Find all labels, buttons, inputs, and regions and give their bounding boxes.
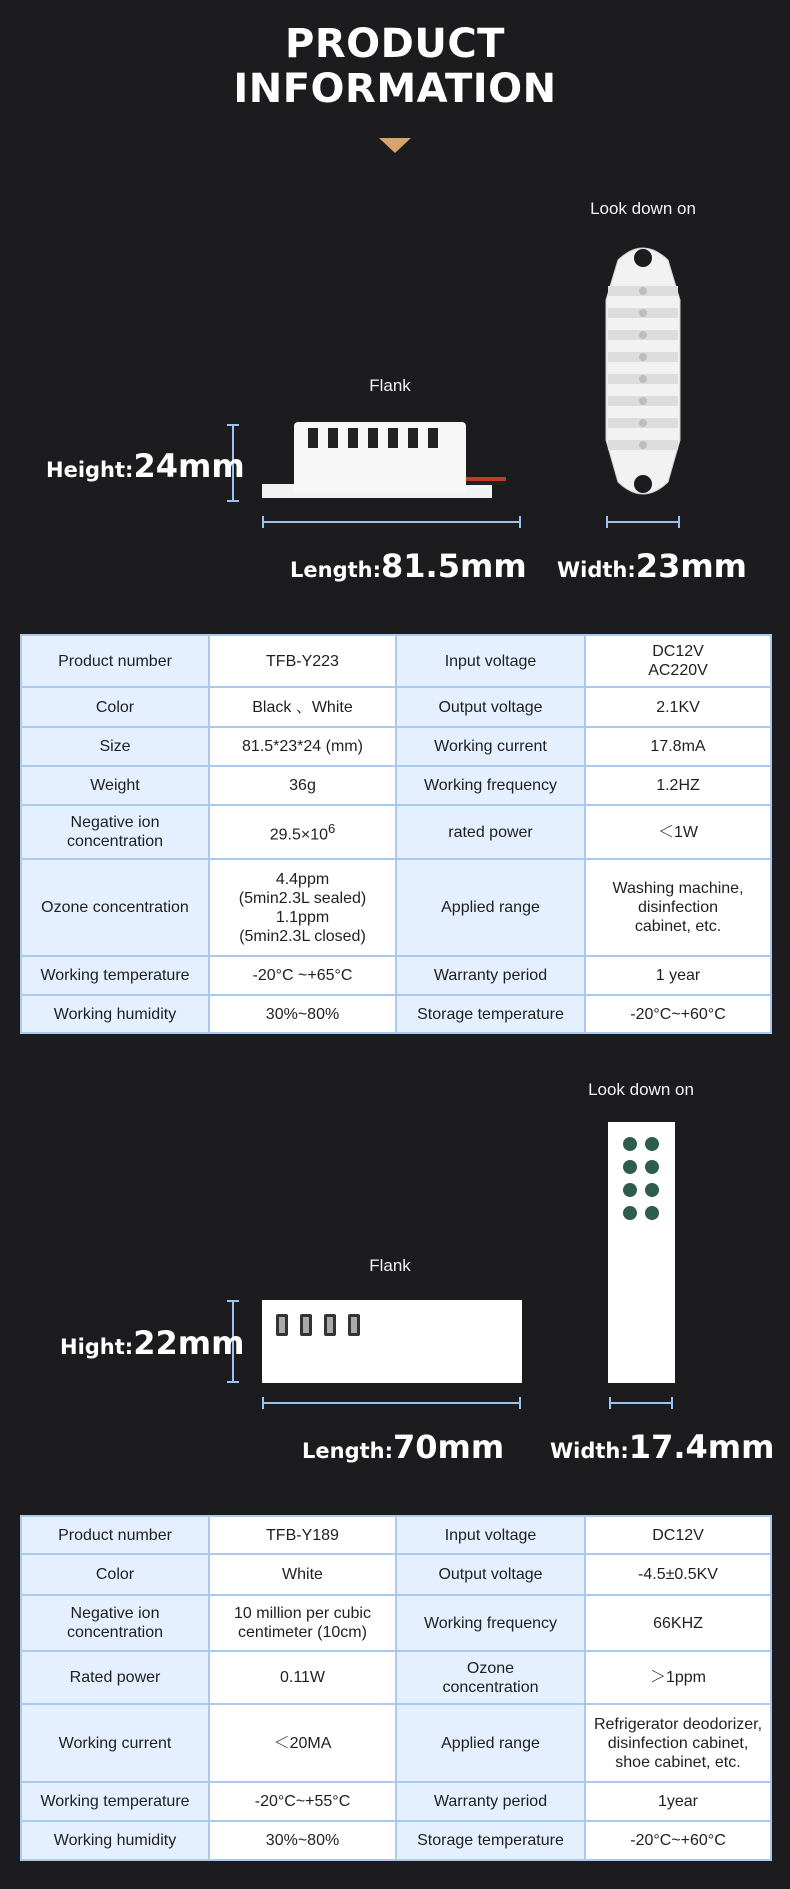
spec-key: Output voltage — [396, 1554, 585, 1595]
title-line-1: PRODUCT — [285, 21, 505, 67]
page-title — [0, 22, 790, 112]
table-row — [21, 1782, 771, 1821]
p1-side-view-image — [262, 422, 522, 500]
spec-value: -4.5±0.5KV — [585, 1554, 771, 1595]
spec-key: Input voltage — [396, 1516, 585, 1554]
spec-value: TFB-Y223 — [209, 635, 396, 687]
p1-height-value: 24mm — [133, 447, 245, 485]
spec-key: Negative ion concentration — [21, 805, 209, 859]
spec-key: Ozone concentration — [21, 859, 209, 956]
table-row — [21, 1704, 771, 1782]
p1-length-value: 81.5mm — [381, 547, 527, 585]
p1-height-dimension — [46, 447, 245, 485]
spec-key: Working current — [396, 727, 585, 766]
table-row — [21, 859, 771, 956]
spec-key: Warranty period — [396, 1782, 585, 1821]
spec-key: Input voltage — [396, 635, 585, 687]
table-row — [21, 1595, 771, 1651]
p2-length-value: 70mm — [393, 1428, 505, 1466]
table-row — [21, 1651, 771, 1704]
spec-value: DC12V — [585, 1516, 771, 1554]
spec-value: 0.11W — [209, 1651, 396, 1704]
spec-key: Storage temperature — [396, 1821, 585, 1860]
p2-side-view-image — [262, 1300, 522, 1383]
p2-height-sep: : — [124, 1335, 134, 1359]
p2-width-dimension-line — [609, 1402, 673, 1404]
spec-value: -20°C ~+65°C — [209, 956, 396, 995]
spec-value: 4.4ppm (5min2.3L sealed) 1.1ppm (5min2.3L closed) — [209, 859, 396, 956]
spec-key: Applied range — [396, 1704, 585, 1782]
spec-key: Product number — [21, 635, 209, 687]
spec-value: ＞1ppm — [585, 1651, 771, 1704]
spec-value: 30%~80% — [209, 1821, 396, 1860]
p1-length-sep: : — [372, 558, 382, 582]
p2-top-view-caption: Look down on — [588, 1080, 694, 1099]
ion-base: 29.5×10 — [269, 826, 329, 844]
spec-value: DC12V AC220V — [585, 635, 771, 687]
spec-key: Working temperature — [21, 1782, 209, 1821]
spec-key: Working humidity — [21, 995, 209, 1033]
spec-value-ion — [209, 805, 396, 859]
ion-exponent: 6 — [328, 821, 336, 837]
spec-value: -20°C~+55°C — [209, 1782, 396, 1821]
table-row — [21, 635, 771, 687]
p2-height-label: Hight — [60, 1335, 125, 1359]
spec-key: rated power — [396, 805, 585, 859]
p1-width-dimension — [557, 547, 747, 585]
spec-value: 1.2HZ — [585, 766, 771, 805]
table-row — [21, 995, 771, 1033]
spec-value: White — [209, 1554, 396, 1595]
title-line-2: INFORMATION — [233, 66, 557, 112]
p1-top-view-image — [604, 240, 682, 502]
spec-value: Black 、White — [209, 687, 396, 727]
spec-value: 10 million per cubic centimeter (10cm) — [209, 1595, 396, 1651]
table-row — [21, 1516, 771, 1554]
spec-key: Working humidity — [21, 1821, 209, 1860]
spec-value: ＜1W — [585, 805, 771, 859]
spec-key: Ozone concentration — [396, 1651, 585, 1704]
p1-width-sep: : — [627, 558, 636, 582]
p2-top-view-image — [608, 1122, 675, 1383]
p2-width-dimension — [550, 1428, 774, 1466]
spec-key: Working frequency — [396, 766, 585, 805]
p2-height-value: 22mm — [133, 1324, 245, 1362]
p1-height-label: Height — [46, 458, 126, 482]
p2-width-value: 17.4mm — [628, 1428, 775, 1466]
spec-key: Output voltage — [396, 687, 585, 727]
p2-length-label: Length — [302, 1439, 385, 1463]
spec-value: -20°C~+60°C — [585, 995, 771, 1033]
p1-length-dimension — [290, 547, 527, 585]
p2-length-sep: : — [384, 1439, 394, 1463]
spec-value: 1year — [585, 1782, 771, 1821]
table-row — [21, 805, 771, 859]
p2-spec-table — [20, 1515, 772, 1861]
p1-height-sep: : — [125, 458, 134, 482]
p1-top-view-caption: Look down on — [590, 199, 696, 218]
table-row — [21, 1821, 771, 1860]
spec-key: Product number — [21, 1516, 209, 1554]
spec-key: Size — [21, 727, 209, 766]
spec-key: Working temperature — [21, 956, 209, 995]
down-arrow-icon — [379, 138, 411, 153]
p2-length-dimension-line — [262, 1402, 521, 1404]
p2-side-view-caption: Flank — [369, 1256, 411, 1275]
spec-value: 2.1KV — [585, 687, 771, 727]
p1-length-dimension-line — [262, 521, 521, 523]
spec-value: 66KHZ — [585, 1595, 771, 1651]
spec-key: Rated power — [21, 1651, 209, 1704]
spec-value: -20°C~+60°C — [585, 1821, 771, 1860]
spec-key: Weight — [21, 766, 209, 805]
table-row — [21, 766, 771, 805]
spec-key: Working current — [21, 1704, 209, 1782]
p2-length-dimension — [302, 1428, 504, 1466]
p1-width-label: Width — [557, 558, 628, 582]
p2-width-sep: : — [620, 1439, 629, 1463]
spec-value: 36g — [209, 766, 396, 805]
spec-value: Washing machine, disinfection cabinet, etc. — [585, 859, 771, 956]
p1-width-dimension-line — [606, 521, 680, 523]
spec-key: Working frequency — [396, 1595, 585, 1651]
spec-value: 17.8mA — [585, 727, 771, 766]
spec-key: Color — [21, 1554, 209, 1595]
spec-key: Applied range — [396, 859, 585, 956]
spec-value: 81.5*23*24 (mm) — [209, 727, 396, 766]
p1-spec-table — [20, 634, 772, 1034]
p2-height-dimension — [60, 1324, 244, 1362]
spec-value: Refrigerator deodorizer, disinfection cabinet, shoe cabinet, etc. — [585, 1704, 771, 1782]
spec-key: Color — [21, 687, 209, 727]
spec-value: ＜20MA — [209, 1704, 396, 1782]
table-row — [21, 1554, 771, 1595]
spec-value: 30%~80% — [209, 995, 396, 1033]
p1-length-label: Length — [290, 558, 373, 582]
table-row — [21, 956, 771, 995]
spec-key: Negative ion concentration — [21, 1595, 209, 1651]
p1-width-value: 23mm — [635, 547, 748, 585]
table-row — [21, 687, 771, 727]
spec-value: TFB-Y189 — [209, 1516, 396, 1554]
spec-key: Storage temperature — [396, 995, 585, 1033]
spec-value: 1 year — [585, 956, 771, 995]
spec-key: Warranty period — [396, 956, 585, 995]
table-row — [21, 727, 771, 766]
p1-side-view-caption: Flank — [369, 376, 411, 395]
p2-width-label: Width — [550, 1439, 621, 1463]
